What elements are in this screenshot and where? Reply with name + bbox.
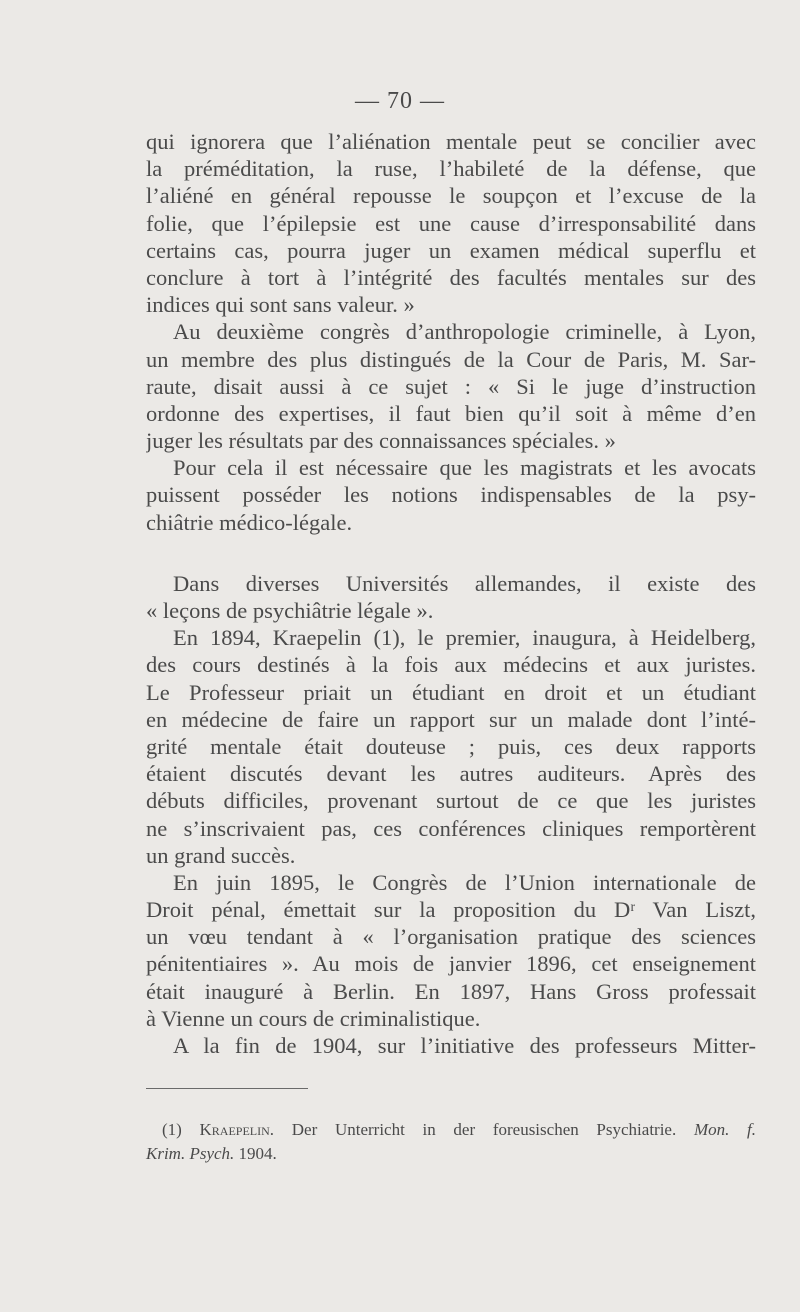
page-number: — 70 — <box>355 88 445 114</box>
text-line: « leçons de psychiâtrie légale ». <box>146 598 434 623</box>
text-line: pénitentiaires ». Au mois de janvier 1896, cet enseignement <box>146 951 756 977</box>
text-line: en médecine de faire un rapport sur un malade dont l’inté- <box>146 706 756 732</box>
footnote-author: Kraepelin. <box>199 1120 275 1139</box>
footnotes <box>146 1118 756 1166</box>
text-line: raute, disait aussi à ce sujet : « Si le juge d’instruction <box>146 373 756 399</box>
footnote-journal-1: Mon. f. <box>693 1120 757 1139</box>
footnote-title: Der Unterricht in der foreusischen Psychiatrie. <box>291 1120 677 1139</box>
text-line: qui ignorera que l’aliénation mentale peut se concilier avec <box>146 129 756 154</box>
text-line: indices qui sont sans valeur. » <box>146 292 415 318</box>
text-line: à Vienne un cours de criminalistique. <box>146 1005 481 1031</box>
footnote-separator <box>146 1088 308 1089</box>
text-line: des cours destinés à la fois aux médecins et aux juristes. <box>146 652 756 678</box>
text-line: Pour cela il est nécessaire que les magistrats et les avocats <box>173 455 756 481</box>
footnote-year: 1904. <box>238 1144 277 1163</box>
body-text <box>146 128 756 1059</box>
text-line: Le Professeur priait un étudiant en droit et un étudiant <box>146 679 756 705</box>
text-line: Droit pénal, émettait sur la proposition du Dʳ Van Liszt, <box>146 897 756 923</box>
text-line: l’aliéné en général repousse le soupçon et l’excuse de la <box>146 183 756 209</box>
text-line: juger les résultats par des connaissances spéciales. » <box>146 428 616 454</box>
text-line: était inauguré à Berlin. En 1897, Hans Gross professait <box>146 978 756 1004</box>
text-line: Dans diverses Universités allemandes, il existe des <box>173 570 756 596</box>
text-line: un membre des plus distingués de la Cour de Paris, M. Sar- <box>146 346 756 372</box>
text-line: débuts difficiles, provenant surtout de ce que les juristes <box>146 788 756 814</box>
footnote-marker: (1) <box>162 1120 182 1139</box>
footnote-line-1 <box>146 1118 756 1142</box>
text-line: A la fin de 1904, sur l’initiative des professeurs Mitter- <box>173 1033 756 1058</box>
paragraph-gap <box>146 536 756 570</box>
text-line: la préméditation, la ruse, l’habileté de la défense, que <box>146 156 756 182</box>
text-line: puissent posséder les notions indispensables de la psy- <box>146 482 756 508</box>
footnote-journal-2: Krim. Psych. <box>146 1144 235 1163</box>
text-line: folie, que l’épilepsie est une cause d’irresponsabilité dans <box>146 210 756 236</box>
text-line: étaient discutés devant les autres auditeurs. Après des <box>146 761 756 787</box>
text-line: ne s’inscrivaient pas, ces conférences cliniques remportèrent <box>146 815 756 841</box>
footnote-line-2 <box>146 1142 756 1166</box>
text-line: En 1894, Kraepelin (1), le premier, inaugura, à Heidelberg, <box>173 625 756 651</box>
text-line: un vœu tendant à « l’organisation pratique des sciences <box>146 924 756 950</box>
text-line: En juin 1895, le Congrès de l’Union internationale de <box>173 869 756 895</box>
text-line: grité mentale était douteuse ; puis, ces deux rapports <box>146 733 756 759</box>
text-line: un grand succès. <box>146 842 296 868</box>
text-line: conclure à tort à l’intégrité des facultés mentales sur des <box>146 264 756 290</box>
text-line: chiâtrie médico-légale. <box>146 509 353 535</box>
text-line: certains cas, pourra juger un examen médical superflu et <box>146 237 756 263</box>
text-line: Au deuxième congrès d’anthropologie criminelle, à Lyon, <box>173 319 756 345</box>
text-line: ordonne des expertises, il faut bien qu’il soit à même d’en <box>146 400 756 426</box>
